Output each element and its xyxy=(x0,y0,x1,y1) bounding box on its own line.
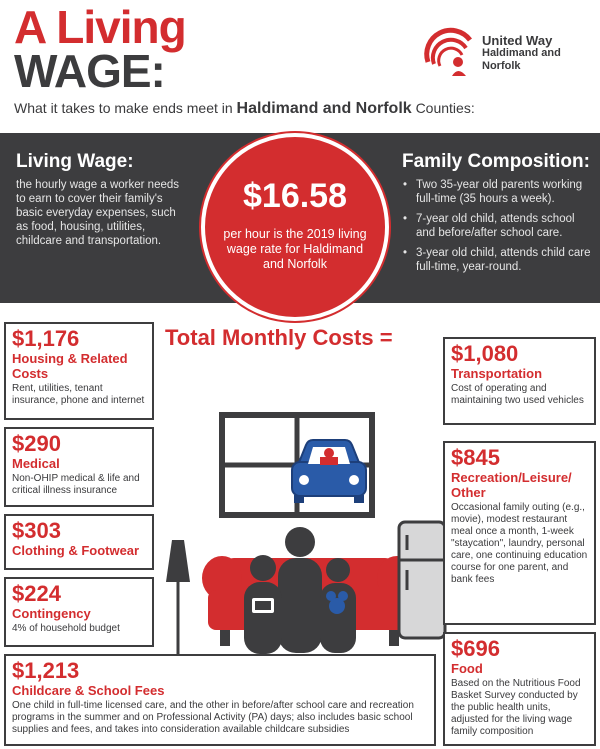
family-composition-heading: Family Composition: xyxy=(402,151,590,172)
subtitle-prefix: What it takes to make ends meet in xyxy=(14,100,233,116)
cost-category: Food xyxy=(451,661,483,676)
living-wage-heading: Living Wage: xyxy=(16,151,134,172)
total-monthly-costs-heading: Total Monthly Costs = xyxy=(165,325,393,350)
logo-text xyxy=(482,34,600,73)
cost-amount: $1,080 xyxy=(451,341,519,366)
family-item: • 7-year old child, attends school and before/after school care. xyxy=(400,212,595,240)
cost-category: Transportation xyxy=(451,366,543,381)
cost-category: Clothing & Footwear xyxy=(12,543,140,558)
cost-card-medical xyxy=(4,427,154,507)
rate-circle xyxy=(201,133,389,321)
cost-amount: $696 xyxy=(451,636,500,661)
family-item: • Two 35-year old parents working full-time (35 hours a week). xyxy=(400,178,595,206)
subtitle xyxy=(14,100,475,118)
title-line-1: A Living xyxy=(14,1,186,53)
cost-category: Housing & Related Costs xyxy=(12,351,128,381)
title-line-2: WAGE: xyxy=(14,45,165,97)
fridge-icon xyxy=(397,520,447,640)
united-way-logo-icon xyxy=(422,22,482,82)
cost-amount: $1,176 xyxy=(12,326,80,351)
cost-card-housing xyxy=(4,322,154,420)
cost-card-clothing xyxy=(4,514,154,570)
cost-card-food xyxy=(443,632,596,746)
cost-amount: $1,213 xyxy=(12,658,80,683)
living-wage-description: the hourly wage a worker needs to earn to cover their family's basic everyday expenses, such as food, housing, utilities, childcare and transportation. xyxy=(16,179,180,247)
cost-category: Medical xyxy=(12,456,60,471)
cost-category: Contingency xyxy=(12,606,91,621)
cost-amount: $290 xyxy=(12,431,61,456)
cost-category: Childcare & School Fees xyxy=(12,683,165,698)
window-car-icon xyxy=(222,415,372,515)
rate-description: per hour is the 2019 living wage rate for Haldimand and Norfolk xyxy=(223,227,367,271)
logo-line-1: United Way xyxy=(482,33,553,48)
cost-card-recreation xyxy=(443,441,596,625)
subtitle-region: Haldimand and Norfolk xyxy=(236,100,412,117)
cost-description: Cost of operating and maintaining two used vehicles xyxy=(451,383,584,406)
cost-card-transportation xyxy=(443,337,596,425)
cost-description: Rent, utilities, tenant insurance, phone and internet xyxy=(12,383,145,406)
logo-line-2: Haldimand and Norfolk xyxy=(482,47,561,72)
floor-lamp-icon xyxy=(166,540,190,658)
subtitle-suffix: Counties: xyxy=(415,100,475,116)
cost-amount: $224 xyxy=(12,581,61,606)
family-composition-list xyxy=(400,178,595,280)
cost-description: One child in full-time licensed care, and the other in before/after school care and recreation programs in the summer and on Professional Activity (PA) days; also includes basic school supplies and fees, and takes into consideration available childcare subsidies xyxy=(12,700,414,735)
cost-card-contingency xyxy=(4,577,154,647)
family-item: • 3-year old child, attends child care full-time, year-round. xyxy=(400,246,595,274)
rate-amount: $16.58 xyxy=(243,177,347,215)
cost-amount: $303 xyxy=(12,518,61,543)
cost-description: Occasional family outing (e.g., movie), modest restaurant meal once a month, 1-week "staycation", laundry, personal care, one continuing education course for one parent, and bank fees xyxy=(451,502,588,585)
cost-card-childcare xyxy=(4,654,436,746)
cost-description: 4% of household budget xyxy=(12,623,120,634)
cost-description: Based on the Nutritious Food Basket Survey conducted by the public health units, adjusted for the living wage family composition xyxy=(451,678,581,737)
cost-amount: $845 xyxy=(451,445,500,470)
cost-description: Non-OHIP medical & life and critical illness insurance xyxy=(12,473,140,496)
cost-category: Recreation/Leisure/ Other xyxy=(451,470,572,500)
